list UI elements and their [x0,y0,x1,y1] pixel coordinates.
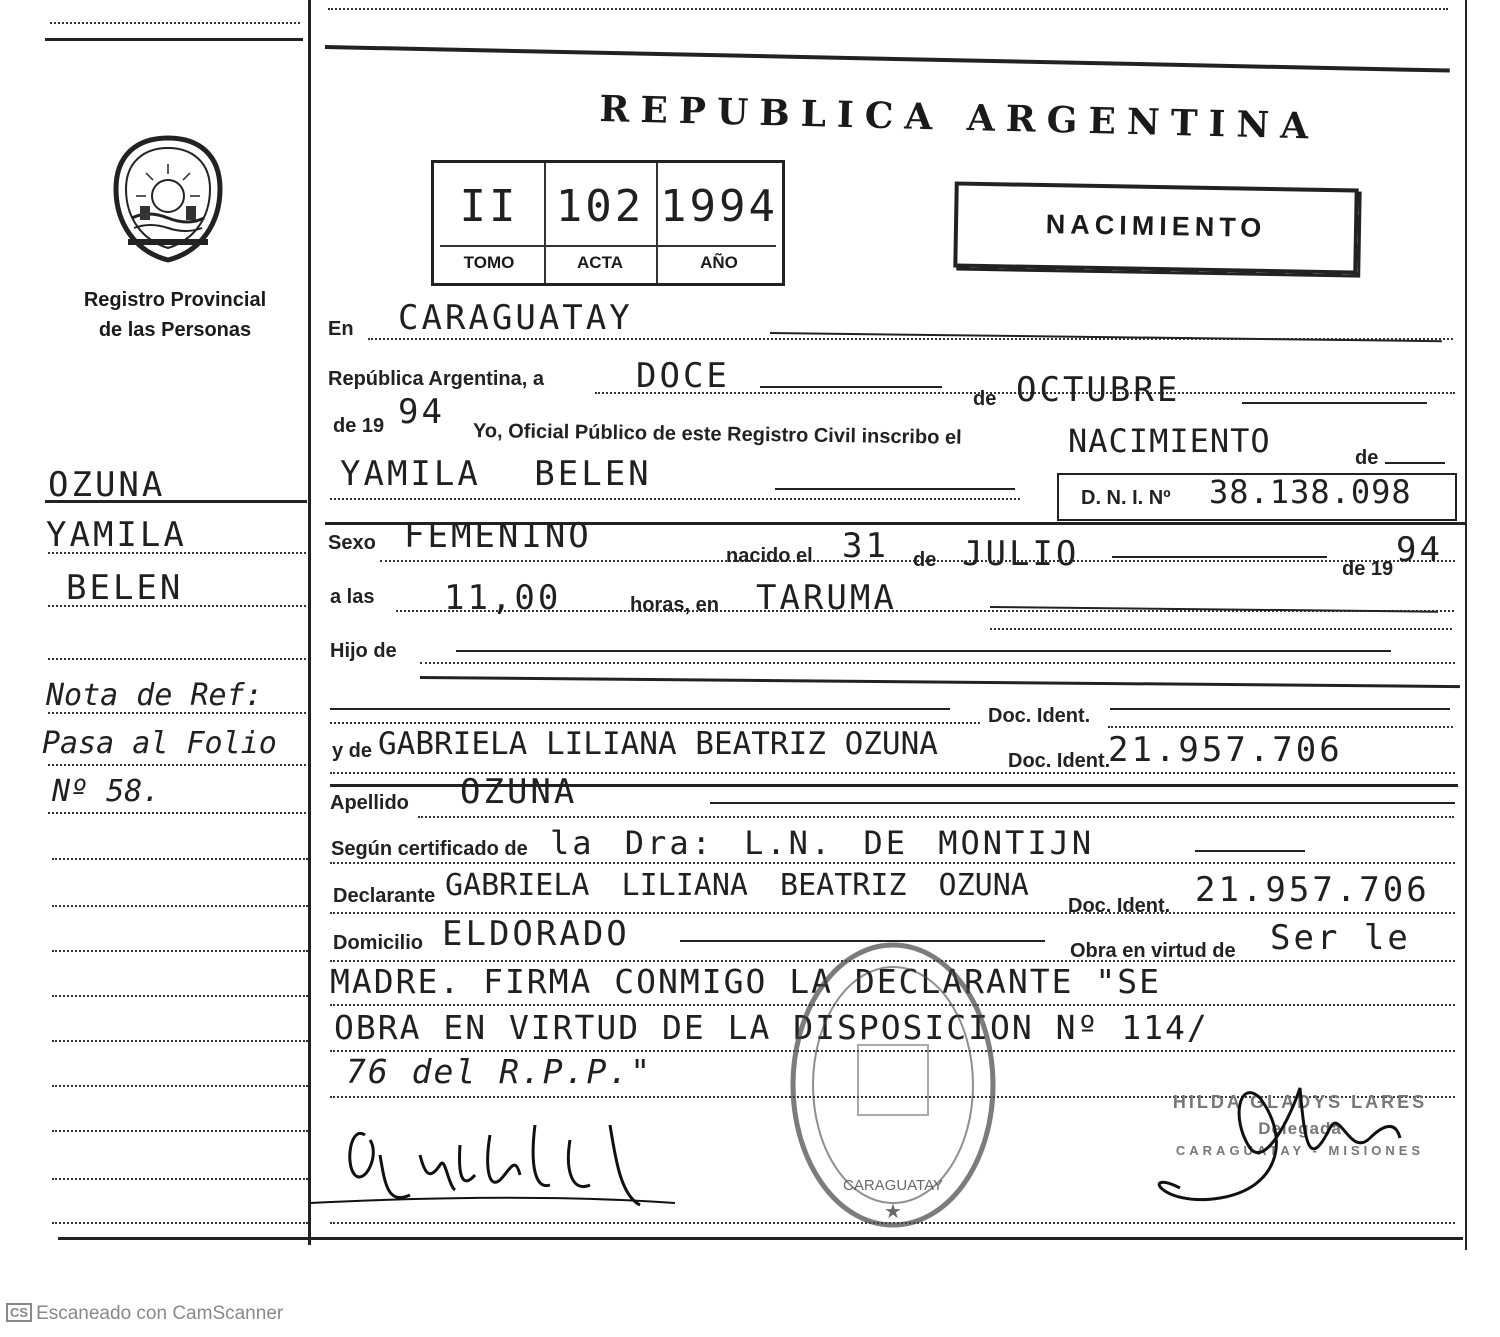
declarant-signature [310,1095,680,1230]
sidebar-dotline [52,1085,308,1087]
segun-dotline [330,862,1455,864]
sidebar-dotline [52,858,308,860]
right-border-line [1465,0,1467,1250]
top-rule [325,45,1450,73]
declarante-label: Declarante [333,885,436,907]
segun-label: Según certificado de [331,838,528,860]
official-title: Delegada [1258,1119,1342,1138]
sidebar-note-2: Pasa al Folio [42,726,277,761]
declarante-value: GABRIELA LILIANA BEATRIZ OZUNA [445,868,1029,903]
camscanner-logo-icon: CS [6,1303,32,1322]
de-label-3: de [913,549,937,571]
top-dotted-rule-left [50,22,300,24]
apellido-dotline [418,816,1454,818]
alas-dotline-2 [990,628,1452,630]
registry-number-box [431,160,785,286]
de19-label: de 19 [1342,558,1394,580]
en-label: En [328,318,354,340]
de-label-2: de [1355,447,1379,469]
segun-rule [1195,850,1305,852]
inscribo-label: Yo, Oficial Público de este Registro Civil inscribo el [472,420,962,449]
official-stamp [788,940,998,1230]
domicilio-value: ELDORADO [442,914,630,954]
segun-value: la Dra: L.N. DE MONTIJN [550,824,1095,862]
hora-value: 11,00 [444,578,562,618]
sidebar-dotline [48,658,306,660]
record-type-label: NACIMIENTO [1045,209,1267,243]
year-value: 94 [398,392,445,432]
year-prefix: de 19 [333,415,385,437]
office-line-2: de las Personas [98,319,252,341]
alas-label: a las [330,586,375,608]
apellido-value: OZUNA [460,772,578,812]
bottom-rule [58,1237,1463,1240]
ano-label: AÑO [700,253,738,272]
madre-value: GABRIELA LILIANA BEATRIZ OZUNA [378,726,938,762]
stamp-text: CARAGUATAY [842,1177,944,1194]
month-value: OCTUBRE [1016,370,1181,410]
month-rule [1242,402,1427,404]
nacido-year: 94 [1396,530,1443,570]
top-dotted-rule [328,8,1448,10]
doc-ident-dotline [1108,726,1453,728]
svg-text:★: ★ [884,1199,902,1223]
obra-value: Ser le [1270,918,1411,958]
issuing-office [40,285,310,345]
record-type-box [953,181,1358,274]
yde-label: y de [332,740,373,762]
sidebar-dotline [52,1178,308,1180]
lugar-value: TARUMA [756,578,897,618]
official-place: CARAGUATAY - MISIONES [1175,1143,1425,1158]
top-rule-left [45,38,303,41]
declarante-doc: 21.957.706 [1195,870,1430,910]
domicilio-label: Domicilio [333,932,424,954]
acta-cell [544,163,658,283]
sexo-label: Sexo [328,532,376,554]
father-dotline [330,722,980,724]
name-dotline [330,498,1020,500]
official-name: HILDA GLADYS LARES [1172,1092,1428,1112]
hijo-dotline [420,662,1455,664]
sidebar-dotline [52,905,308,907]
acta-label: ACTA [577,253,623,272]
apellido-rule [710,802,1455,804]
month-rule-2 [1112,556,1327,558]
tomo-cell [434,163,546,283]
document-title: REPUBLICA ARGENTINA [598,88,1320,148]
sidebar-note-1: Nota de Ref: [46,678,263,713]
doc-ident-label: Doc. Ident. [988,705,1091,727]
acto-rule [1385,462,1445,464]
sidebar-surname: OZUNA [48,465,166,505]
scanner-watermark [6,1303,283,1325]
obra-label: Obra en virtud de [1070,940,1236,962]
dni-value: 38.138.098 [1209,473,1412,511]
nacido-day: 31 [842,526,889,566]
name-rule [775,488,1015,490]
nacido-month: JULIO [962,534,1080,574]
day-rule [760,386,942,388]
sidebar-name-2: BELEN [66,568,184,608]
child-name-value: YAMILA BELEN [340,454,652,494]
office-line-1: Registro Provincial [83,289,267,311]
madre-doc: 21.957.706 [1108,730,1343,770]
sidebar-name-1: YAMILA [46,515,187,555]
acta-value: 102 [555,181,645,232]
hijo-rule [456,650,1391,652]
sidebar-dotline [52,950,308,952]
sidebar-dotline [48,764,306,766]
tomo-label: TOMO [463,253,515,272]
sidebar-dotline [48,812,306,814]
nacido-label: nacido el [726,545,813,567]
sidebar-dotline [52,1222,308,1224]
tomo-value: II [459,181,519,232]
father-rule [330,708,950,710]
sidebar-dotline [52,995,308,997]
left-divider-line [308,0,311,1245]
doc-ident-rule [1110,708,1450,710]
note-line-3: 76 del R.P.P." [346,1052,653,1091]
en-value: CARAGUATAY [398,298,633,338]
de-label: de [973,388,997,410]
ano-cell [656,163,782,283]
sexo-value: FEMENINO [404,516,592,556]
sidebar-dotline [52,1130,308,1132]
sidebar-dotline [52,1040,308,1042]
apellido-label: Apellido [330,792,409,814]
provincial-seal-icon [108,134,228,264]
dni-label: D. N. I. Nº [1081,487,1171,509]
dni-box [1057,473,1457,521]
official-signature [1140,1058,1420,1228]
note-line-1: MADRE. FIRMA CONMIGO LA DECLARANTE "SE [330,962,1161,1001]
sidebar-note-3: Nº 58. [52,774,161,809]
republica-label: República Argentina, a [328,368,544,390]
ano-value: 1994 [660,181,778,232]
acto-value: NACIMIENTO [1068,422,1271,460]
hijo-label: Hijo de [330,640,397,662]
note-line-2: OBRA EN VIRTUD DE LA DISPOSICION Nº 114/ [334,1008,1209,1047]
day-value: DOCE [636,356,730,396]
doc-ident-label-3: Doc. Ident. [1068,895,1171,917]
doc-ident-label-2: Doc. Ident. [1008,750,1111,772]
form-rule-2 [420,676,1460,688]
horas-en-label: horas, en [630,594,719,616]
scanner-text: Escaneado con CamScanner [36,1303,284,1324]
